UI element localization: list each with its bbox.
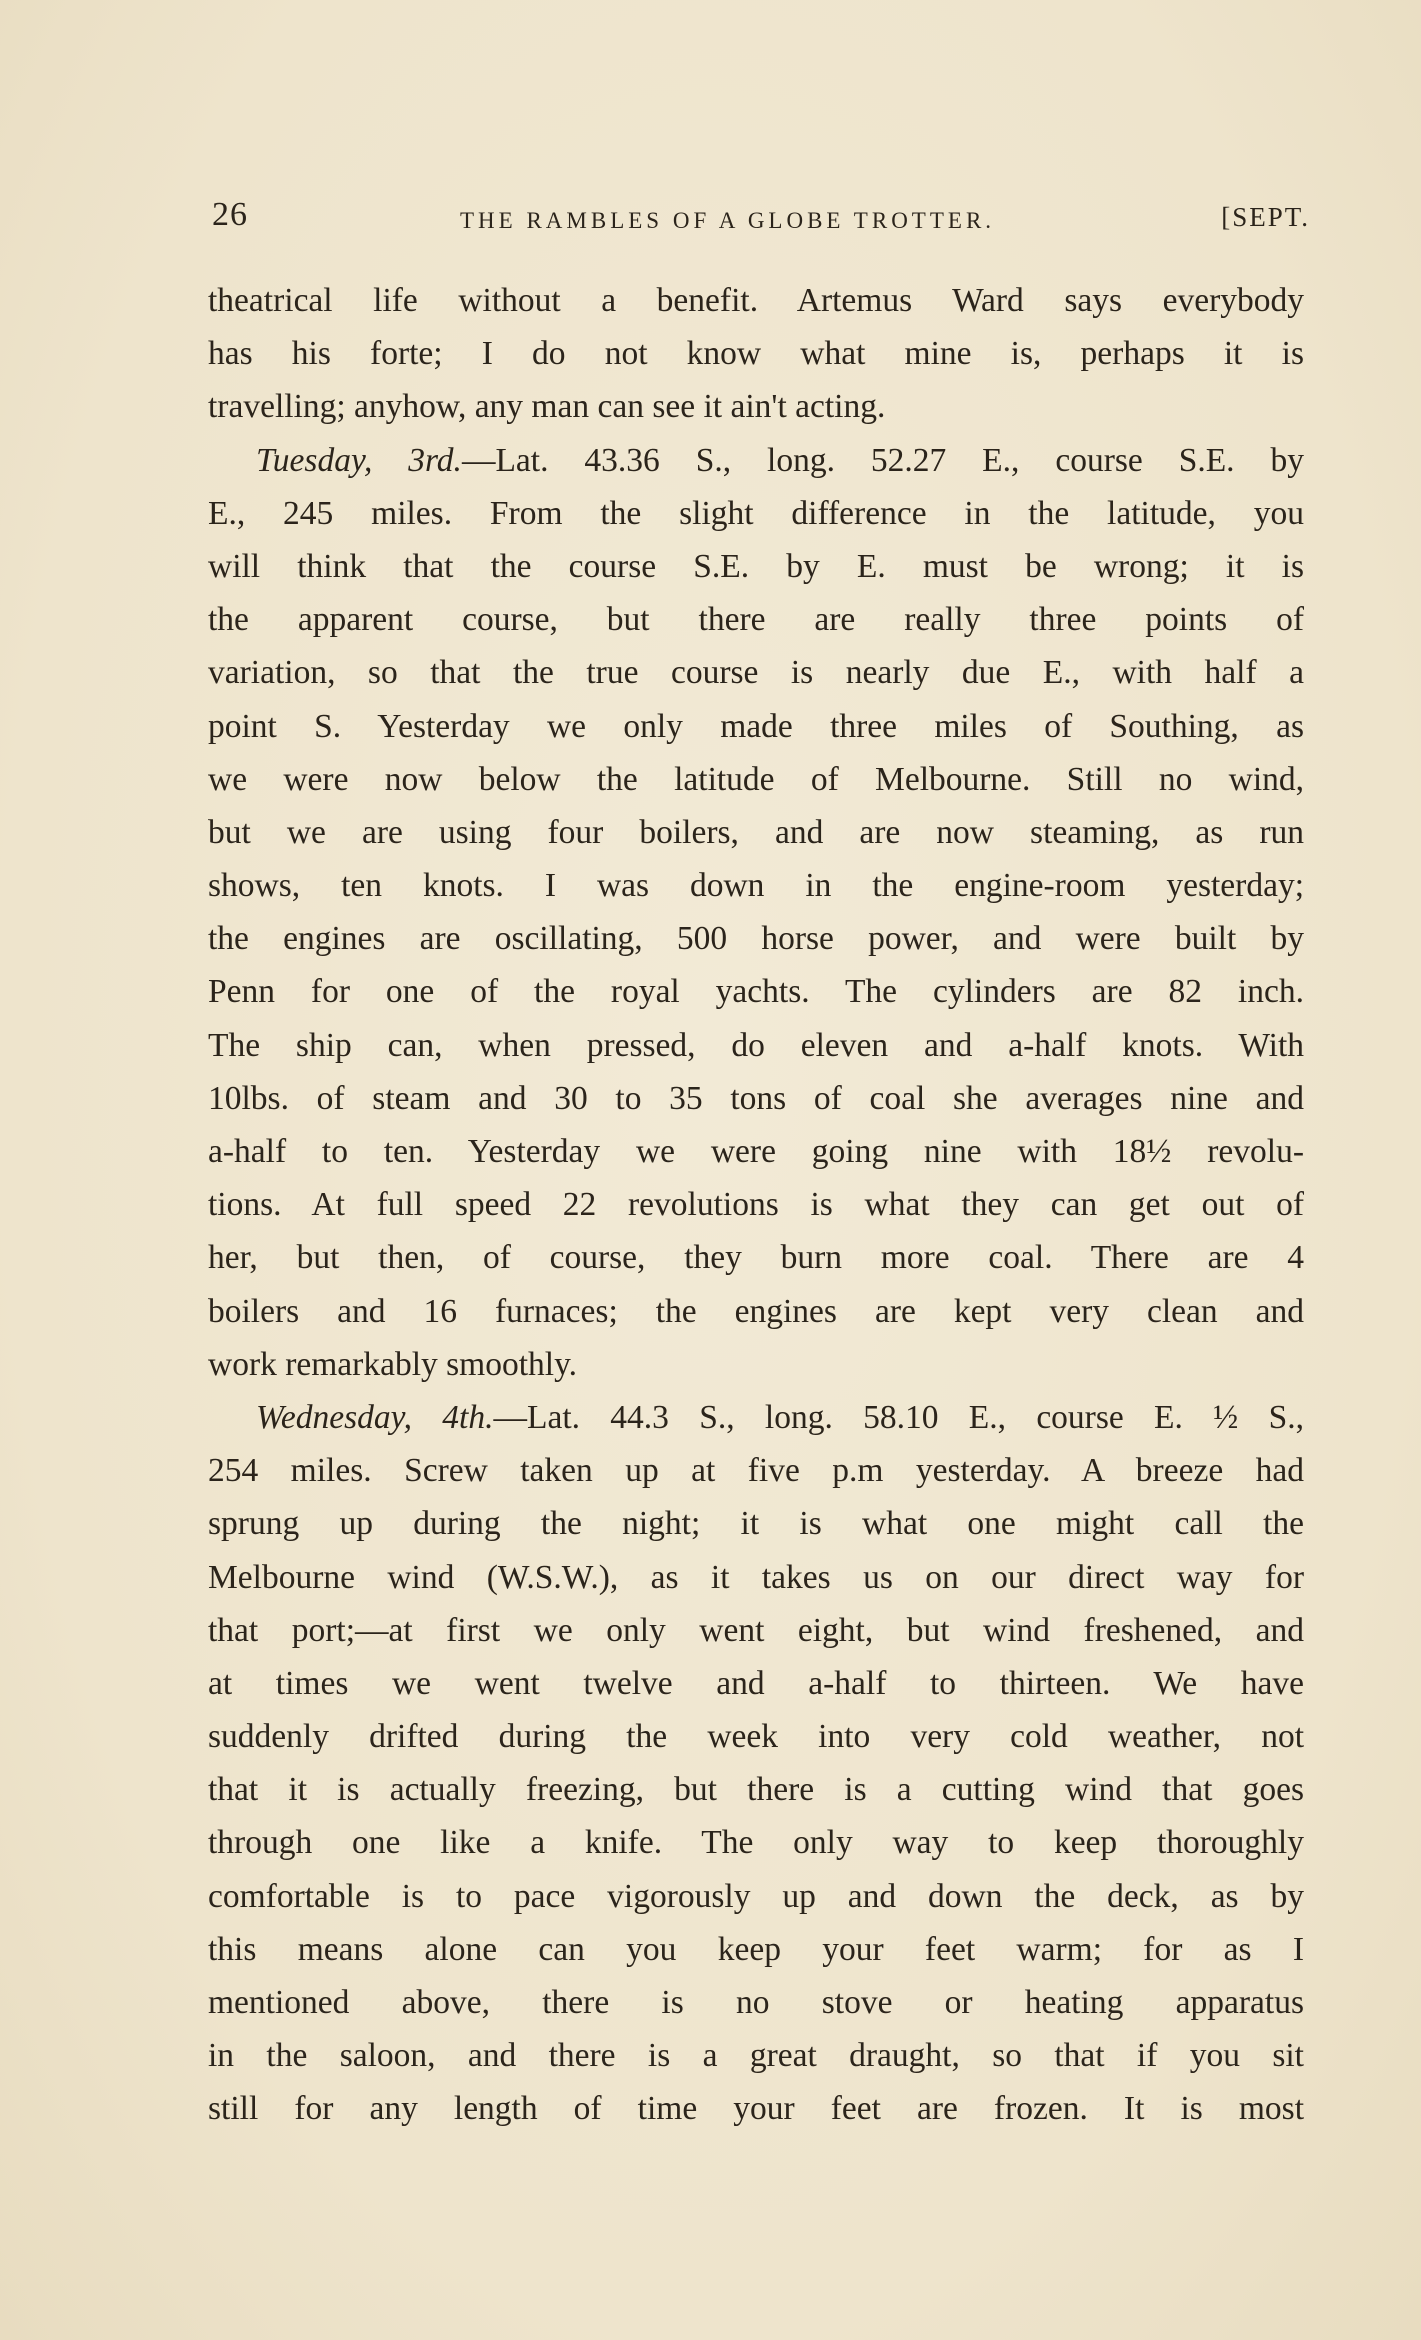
text-line: suddenly drifted during the week into very cold weather, not <box>208 1718 1304 1756</box>
text-line: Melbourne wind (W.S.W.), as it takes us on our direct way for <box>208 1558 1304 1596</box>
text-line: at times we went twelve and a-half to thirteen. We have <box>208 1664 1304 1702</box>
text-line: tions. At full speed 22 revolutions is what they can get out of <box>208 1186 1304 1224</box>
text-line: through one like a knife. The only way to keep thoroughly <box>208 1824 1304 1862</box>
running-title: THE RAMBLES OF A GLOBE TROTTER. <box>460 208 996 233</box>
text-line: that port;—at first we only went eight, but wind freshened, and <box>208 1611 1304 1649</box>
text-line <box>208 434 1304 487</box>
text-line: 10lbs. of steam and 30 to 35 tons of coal she averages nine and <box>208 1079 1304 1117</box>
running-section: [SEPT. <box>1221 202 1310 232</box>
text-line: 254 miles. Screw taken up at five p.m yesterday. A breeze had <box>208 1452 1304 1490</box>
text-line: the engines are oscillating, 500 horse power, and were built by <box>208 920 1304 958</box>
entry-date-wednesday: Wednesday, 4th. <box>256 1398 494 1436</box>
entry-date-tuesday: Tuesday, 3rd. <box>256 441 462 479</box>
text-line: but we are using four boilers, and are now steaming, as run <box>208 813 1304 851</box>
text-line: point S. Yesterday we only made three miles of Southing, as <box>208 707 1304 745</box>
running-head <box>212 196 1310 246</box>
text-line: the apparent course, but there are really three points of <box>208 601 1304 639</box>
text-line: we were now below the latitude of Melbourne. Still no wind, <box>208 760 1304 798</box>
text-line: has his forte; I do not know what mine is, perhaps it is <box>208 335 1304 373</box>
body-text <box>208 274 1304 2136</box>
text-line: theatrical life without a benefit. Artemus Ward says everybody <box>208 282 1304 319</box>
text-line: variation, so that the true course is nearly due E., with half a <box>208 654 1304 692</box>
text-line: will think that the course S.E. by E. must be wrong; it is <box>208 547 1304 585</box>
text-line: sprung up during the night; it is what one might call the <box>208 1505 1304 1543</box>
text-line: boilers and 16 furnaces; the engines are kept very clean and <box>208 1292 1304 1330</box>
text-line <box>208 1391 1304 1444</box>
text-line: that it is actually freezing, but there is a cutting wind that goes <box>208 1771 1304 1809</box>
text-line: mentioned above, there is no stove or heating apparatus <box>208 1984 1304 2021</box>
page-number: 26 <box>212 196 248 233</box>
text-line: E., 245 miles. From the slight difference in the latitude, you <box>208 494 1304 532</box>
text-line: in the saloon, and there is a great draught, so that if you sit <box>208 2037 1304 2075</box>
text-line-fragment: —Lat. 44.3 S., long. 58.10 E., course E. ½ S., <box>493 1398 1304 1436</box>
text-line: work remarkably smoothly. <box>208 1345 578 1383</box>
text-line: this means alone can you keep your feet warm; for as I <box>208 1930 1304 1968</box>
text-line: comfortable is to pace vigorously up and down the deck, as by <box>208 1877 1304 1915</box>
text-line: still for any length of time your feet are frozen. It is most <box>208 2090 1304 2128</box>
text-line: a-half to ten. Yesterday we were going nine with 18½ revolu- <box>208 1133 1304 1170</box>
text-line: her, but then, of course, they burn more coal. There are 4 <box>208 1239 1304 1277</box>
text-line: Penn for one of the royal yachts. The cylinders are 82 inch. <box>208 973 1304 1011</box>
text-line: travelling; anyhow, any man can see it ain't acting. <box>208 388 886 426</box>
text-line: The ship can, when pressed, do eleven and a-half knots. With <box>208 1026 1304 1064</box>
text-line: shows, ten knots. I was down in the engine-room yesterday; <box>208 867 1304 905</box>
text-line-fragment: —Lat. 43.36 S., long. 52.27 E., course S.E. by <box>461 441 1304 479</box>
